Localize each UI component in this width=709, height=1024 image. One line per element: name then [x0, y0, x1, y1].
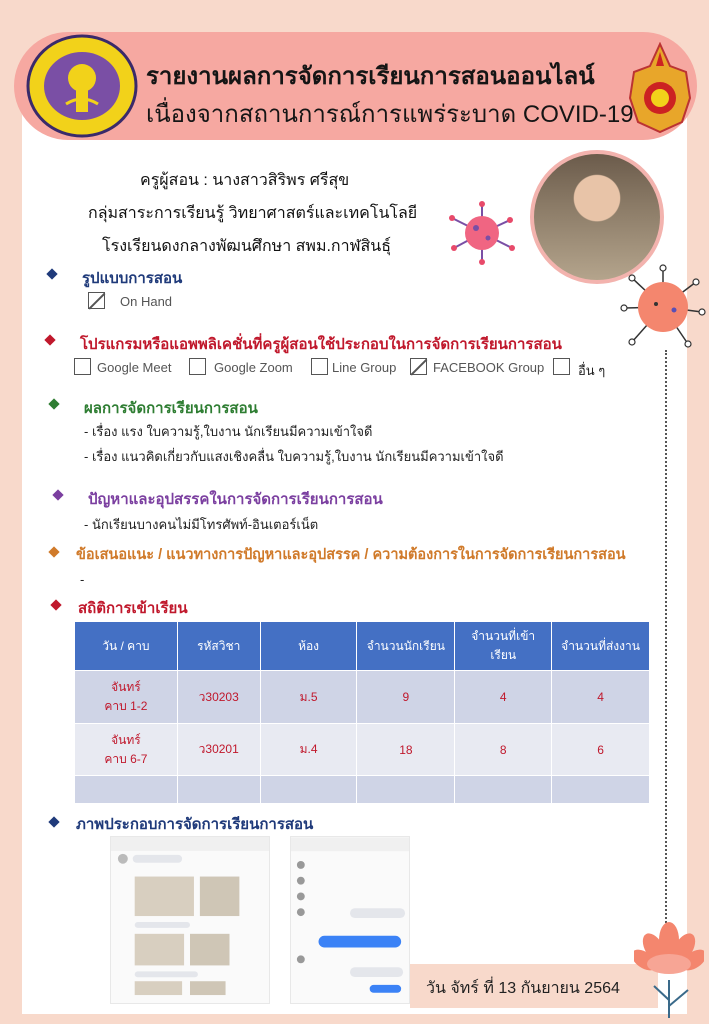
period-label: คาบ 1-2	[104, 699, 148, 713]
table-header-row	[75, 622, 650, 671]
attended-cell: 4	[455, 671, 552, 724]
checkbox-facebook-group[interactable]	[410, 358, 427, 375]
empty-cell	[75, 776, 178, 804]
students-cell: 18	[357, 724, 455, 776]
empty-cell	[455, 776, 552, 804]
school-name: โรงเรียนดงกลางพัฒนศึกษา สพม.กาฬสินธุ์	[102, 238, 392, 255]
option-facebook-group: FACEBOOK Group	[433, 360, 545, 375]
empty-cell	[260, 776, 357, 804]
checkbox-on-hand[interactable]	[88, 292, 105, 309]
day-cell	[75, 671, 178, 724]
column-header: จำนวนที่ส่งงาน	[552, 622, 650, 671]
option-other: อื่น ๆ	[578, 363, 606, 378]
teacher-name: ครูผู้สอน : นางสาวสิริพร ศรีสุข	[140, 172, 350, 189]
chat-screenshot-2	[290, 836, 410, 1004]
day-label: จันทร์	[111, 680, 141, 694]
decorative-dotted-line	[665, 350, 667, 938]
checkbox-google-meet[interactable]	[74, 358, 91, 375]
option-google-meet: Google Meet	[97, 360, 172, 375]
result-item: - เรื่อง แนวคิดเกี่ยวกับแสงเชิงคลื่น ใบความรู้,ใบงาน นักเรียนมีความเข้าใจดี	[84, 449, 504, 464]
room-cell: ม.5	[260, 671, 357, 724]
section-title-problems: ปัญหาและอุปสรรคในการจัดการเรียนการสอน	[88, 491, 383, 508]
code-cell: ว30203	[177, 671, 260, 724]
room-cell: ม.4	[260, 724, 357, 776]
submitted-cell: 6	[552, 724, 650, 776]
checkbox-line-group[interactable]	[311, 358, 328, 375]
attended-cell: 8	[455, 724, 552, 776]
report-date: วัน จัทร์ ที่ 13 กันยายน 2564	[410, 964, 658, 1008]
section-title-suggestions: ข้อเสนอแนะ / แนวทางการปัญหาและอุปสรรค / ความต้องการในการจัดการเรียนการสอน	[76, 547, 626, 563]
checkbox-other[interactable]	[553, 358, 570, 375]
table-row-empty	[75, 776, 650, 804]
section-title-format: รูปแบบการสอน	[82, 270, 183, 287]
column-header: รหัสวิชา	[177, 622, 260, 671]
section-title-attendance: สถิติการเข้าเรียน	[78, 600, 188, 617]
students-cell: 9	[357, 671, 455, 724]
problem-item: - นักเรียนบางคนไม่มีโทรศัพท์-อินเตอร์เน็ต	[84, 517, 319, 532]
school-logo	[26, 34, 138, 138]
checkbox-google-zoom[interactable]	[189, 358, 206, 375]
result-item: - เรื่อง แรง ใบความรู้,ใบงาน นักเรียนมีความเข้าใจดี	[84, 424, 373, 439]
table-row	[75, 724, 650, 776]
chat-screenshot-1	[110, 836, 270, 1004]
empty-cell	[177, 776, 260, 804]
option-google-zoom: Google Zoom	[214, 360, 293, 375]
section-title-apps: โปรแกรมหรือแอพพลิเคชั่นที่ครูผู้สอนใช้ประกอบในการจัดการเรียนการสอน	[80, 336, 562, 353]
column-header: จำนวนนักเรียน	[357, 622, 455, 671]
day-cell	[75, 724, 178, 776]
option-line-group: Line Group	[332, 360, 397, 375]
section-title-results: ผลการจัดการเรียนการสอน	[84, 400, 258, 417]
column-header: วัน / คาบ	[75, 622, 178, 671]
flower-icon	[634, 920, 704, 1020]
obec-emblem	[624, 42, 696, 134]
virus-decoration-icon	[618, 262, 708, 352]
option-on-hand: On Hand	[120, 294, 173, 309]
code-cell: ว30201	[177, 724, 260, 776]
day-label: จันทร์	[111, 732, 141, 747]
suggestion-item: -	[80, 572, 85, 587]
empty-cell	[357, 776, 455, 804]
empty-cell	[552, 776, 650, 804]
period-label: คาบ 6-7	[104, 751, 148, 766]
column-header: ห้อง	[260, 622, 357, 671]
attendance-table	[74, 621, 650, 804]
column-header: จำนวนที่เข้าเรียน	[455, 622, 552, 671]
report-title: รายงานผลการจัดการเรียนการสอนออนไลน์	[146, 63, 595, 90]
section-title-images: ภาพประกอบการจัดการเรียนการสอน	[76, 816, 314, 833]
table-row	[75, 671, 650, 724]
submitted-cell: 4	[552, 671, 650, 724]
subject-group: กลุ่มสาระการเรียนรู้ วิทยาศาสตร์และเทคโนโลยี	[88, 205, 418, 222]
report-subtitle: เนื่องจากสถานการณ์การแพร่ระบาด COVID-19	[146, 101, 634, 128]
virus-icon	[446, 200, 518, 266]
